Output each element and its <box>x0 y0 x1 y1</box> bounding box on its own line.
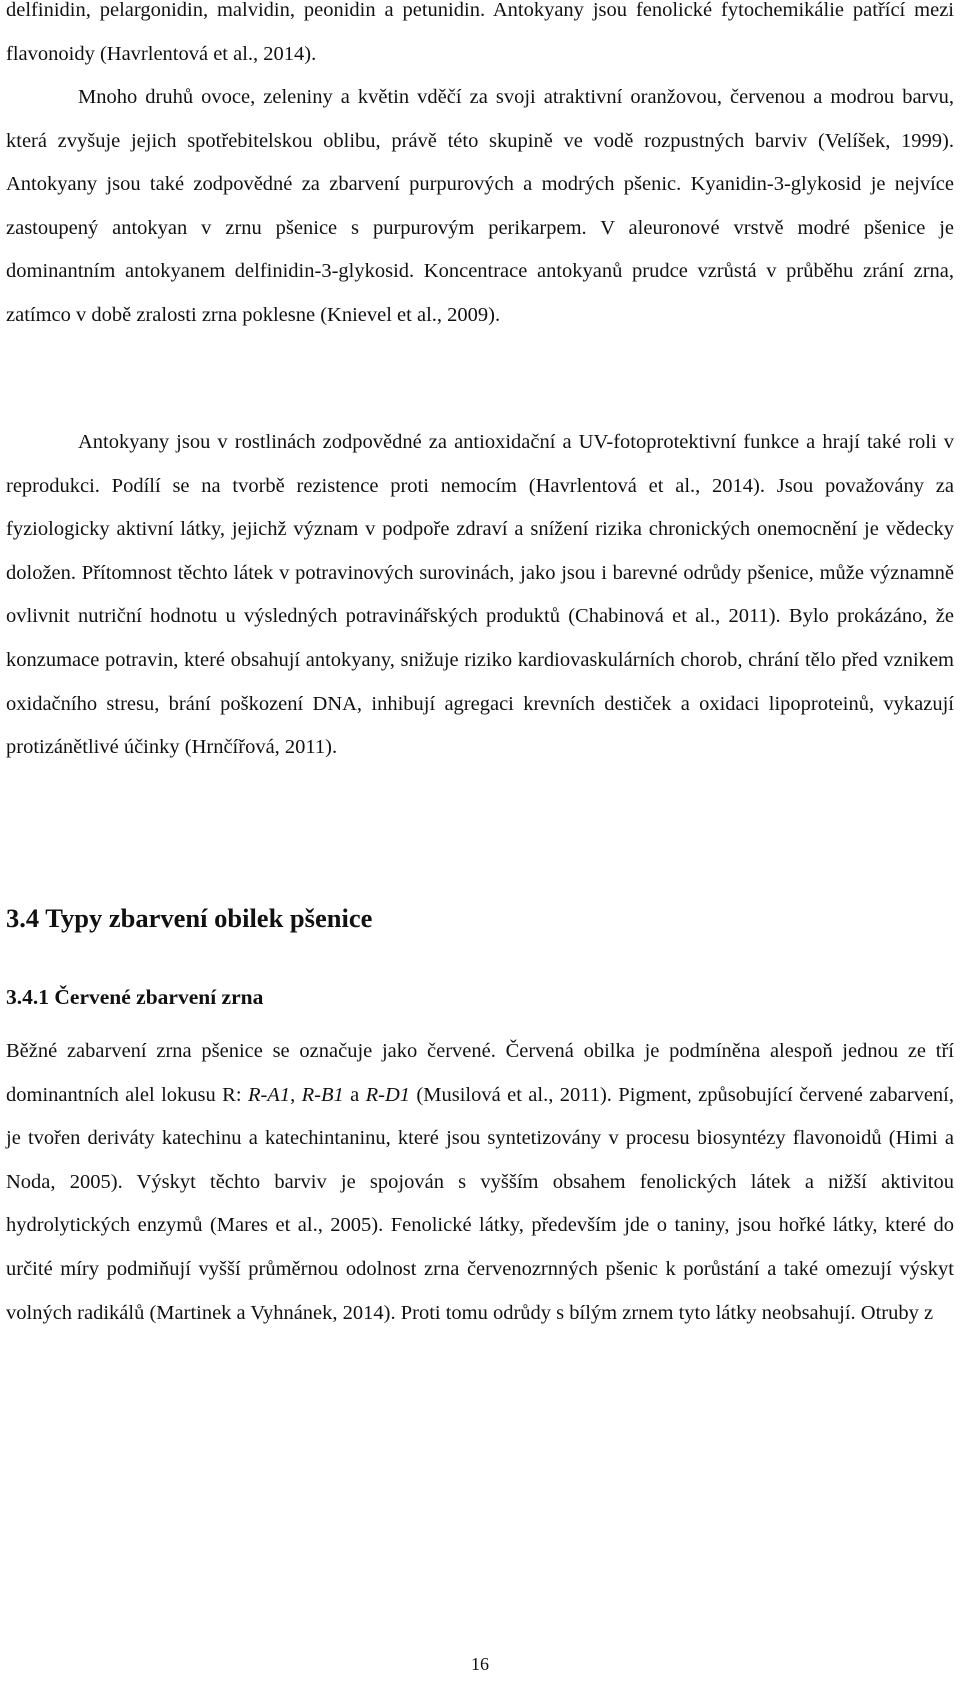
paragraph-red-grain <box>6 1030 954 1335</box>
page-number: 16 <box>471 1654 489 1674</box>
allele-r-a1: R-A1 <box>247 1083 291 1106</box>
paragraph-red-grain-text-1: Běžné zabarvení zrna pšenice se označuje jako červené. Červená obilka je podmíněna alespoň jednou ze tří dominantních alel lokusu R: <box>6 1040 954 1106</box>
paragraph-anthocyanin-color: Mnoho druhů ovoce, zeleniny a květin vděčí za svoji atraktivní oranžovou, červenou a modrou barvu, která zvyšuje jejich spotřebitelskou oblibu, právě této skupině ve vodě rozpustných barviv (Velíšek, 1999). Antokyany jsou také zodpovědné za zbarvení purpurových a modrých pšenic. Kyanidin-3-glykosid je nejvíce zastoupený antokyan v zrnu pšenice s purpurovým perikarpem. V aleuronové vrstvě modré pšenice je dominantním antokyanem delfinidin-3-glykosid. Koncentrace antokyanů prudce vzrůstá v průběhu zrání zrna, zatímco v době zralosti zrna poklesne (Knievel et al., 2009). <box>6 86 954 326</box>
paragraph-anthocyanin-functions: Antokyany jsou v rostlinách zodpovědné za antioxidační a UV-fotoprotektivní funkce a hrají také roli v reprodukci. Podílí se na tvorbě rezistence proti nemocím (Havrlentová et al., 2014). Jsou považovány za fyziologicky aktivní látky, jejichž význam v podpoře zdraví a snížení rizika chronických onemocnění je vědecky doložen. Přítomnost těchto látek v potravinových surovinách, jako jsou i barevné odrůdy pšenice, může významně ovlivnit nutriční hodnotu u výsledných potravinářských produktů (Chabinová et al., 2011). Bylo prokázáno, že konzumace potravin, které obsahují antokyany, snižuje riziko kardiovaskulárních chorob, chrání tělo před vznikem oxidačního stresu, brání poškození DNA, inhibují agregaci krevních destiček a oxidaci lipoproteinů, vykazují protizánětlivé účinky (Hrnčířová, 2011). <box>6 431 954 759</box>
section-heading: 3.4 Typy zbarvení obilek pšenice <box>6 903 373 933</box>
subsection-heading: 3.4.1 Červené zbarvení zrna <box>6 985 264 1009</box>
separator-1: , <box>290 1083 302 1106</box>
paragraph-anthocyanin-types: delfinidin, pelargonidin, malvidin, peonidin a petunidin. Antokyany jsou fenolické fytochemikálie patřící mezi flavonoidy (Havrlentová et al., 2014). <box>6 0 954 65</box>
allele-r-b1: R-B1 <box>301 1083 344 1106</box>
separator-2: a <box>343 1083 366 1106</box>
allele-r-d1: R-D1 <box>365 1083 411 1106</box>
paragraph-red-grain-text-2: (Musilová et al., 2011). Pigment, způsobující červené zabarvení, je tvořen deriváty katechinu a katechintaninu, které jsou syntetizovány v procesu biosyntézy flavonoidů (Himi a Noda, 2005). Výskyt těchto barviv je spojován s vyšším obsahem fenolických látek a nižší aktivitou hydrolytických enzymů (Mares et al., 2005). Fenolické látky, především jde o taniny, jsou hořké látky, které do určité míry podmiňují vyšší průměrnou odolnost zrna červenozrnných pšenic k porůstání a také omezují výskyt volných radikálů (Martinek a Vyhnánek, 2014). Proti tomu odrůdy s bílým zrnem tyto látky neobsahují. Otruby z <box>6 1083 954 1324</box>
